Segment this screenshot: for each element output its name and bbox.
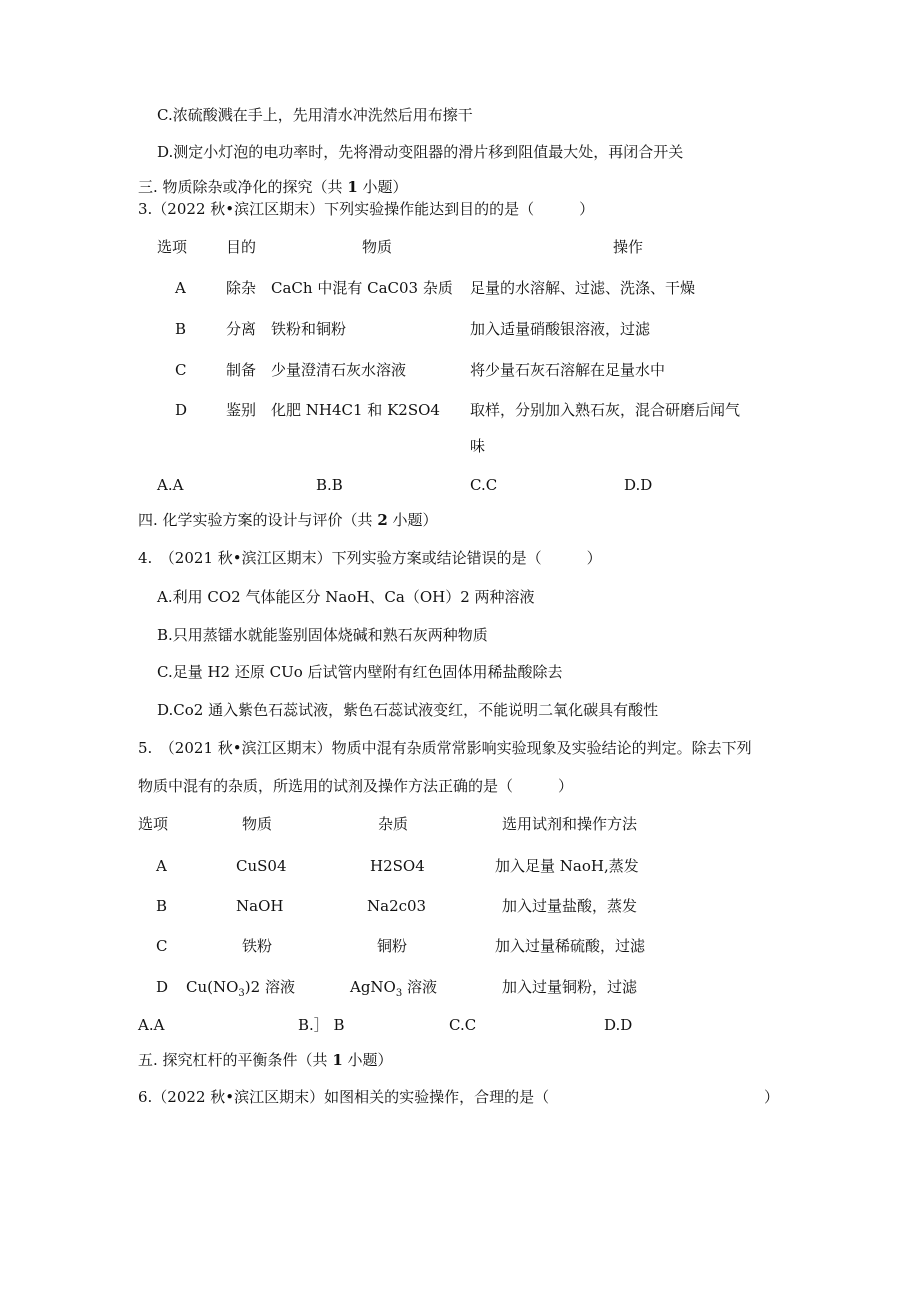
q3-choice-a: A.A (157, 476, 184, 494)
q5-row-d-substance: $Cu(NO_3)2$ 溶液 (186, 978, 295, 999)
q5-header-substance: 物质 (242, 815, 273, 833)
q3-row-c-substance: 少量澄清石灰水溶液 (271, 361, 407, 379)
q3-row-c-operation: 将少量石灰石溶解在足量水中 (470, 361, 666, 379)
q5-row-d-impurity: AgNO$_3$ 溶液 (350, 978, 438, 999)
prev-option-c: C.浓硫酸溅在手上，先用清水冲洗然后用布擦干 (157, 106, 473, 124)
q3-row-d-substance: 化肥 NH4C1 和 K2SO4 (271, 401, 440, 419)
q5-row-b-method: 加入过量盐酸，蒸发 (502, 897, 638, 915)
q3-choice-c: C.C (470, 476, 498, 494)
question-4-stem: 4. （2021 秋•滨江区期末）下列实验方案或结论错误的是（ ） (138, 549, 602, 567)
question-6-stem: 6.（2022 秋•滨江区期末）如图相关的实验操作，合理的是（ (138, 1088, 550, 1106)
q3-header-substance: 物质 (362, 238, 393, 256)
q5-choice-a: A.A (138, 1016, 165, 1034)
q3-row-d-operation-cont: 味 (470, 437, 486, 455)
q5-row-a-method: 加入足量 NaoH,蒸发 (495, 857, 639, 875)
q4-option-c: C.足量 H2 还原 CUo 后试管内壁附有红色固体用稀盐酸除去 (157, 663, 563, 681)
q5-row-b-substance: NaOH (236, 897, 284, 915)
q3-row-b-substance: 铁粉和铜粉 (271, 320, 347, 338)
q3-row-a-purpose: 除杂 (226, 279, 257, 297)
q3-row-b-purpose: 分离 (226, 320, 257, 338)
q3-row-c-label: C (175, 361, 187, 379)
question-5-stem-line1: 5. （2021 秋•滨江区期末）物质中混有杂质常常影响实验现象及实验结论的判定。除去下列 (138, 739, 752, 757)
question-6-close-paren: ） (764, 1088, 780, 1106)
q3-row-b-operation: 加入适量硝酸银溶液，过滤 (470, 320, 651, 338)
q3-header-operation: 操作 (613, 238, 644, 256)
q5-row-c-impurity: 铜粉 (377, 937, 408, 955)
q5-row-c-label: C (156, 937, 168, 955)
q5-header-method: 选用试剂和操作方法 (502, 815, 638, 833)
q3-row-a-operation: 足量的水溶解、过滤、洗涤、干燥 (470, 279, 696, 297)
question-3-stem: 3.（2022 秋•滨江区期末）下列实验操作能达到目的的是（ ） (138, 200, 595, 218)
q4-option-a: A.利用 CO2 气体能区分 NaoH、Ca（OH）2 两种溶液 (157, 588, 535, 606)
q5-row-d-label: D (156, 978, 169, 996)
q5-header-option: 选项 (138, 815, 169, 833)
q5-row-a-label: A (156, 857, 167, 875)
q5-header-impurity: 杂质 (378, 815, 409, 833)
q5-choice-c: C.C (449, 1016, 477, 1034)
q4-option-d: D.Co2 通入紫色石蕊试液，紫色石蕊试液变红，不能说明二氧化碳具有酸性 (157, 701, 659, 719)
q5-row-d-method: 加入过量铜粉，过滤 (502, 978, 638, 996)
q3-row-a-substance: CaCh 中混有 CaC03 杂质 (271, 279, 453, 297)
prev-option-d: D.测定小灯泡的电功率时，先将滑动变阻器的滑片移到阻值最大处，再闭合开关 (157, 143, 684, 161)
q3-row-a-label: A (175, 279, 186, 297)
section-heading-4: 四. 化学实验方案的设计与评价（共 2 小题） (138, 511, 438, 529)
q3-choice-b: B.B (316, 476, 343, 494)
q5-row-a-impurity: H2SO4 (370, 857, 425, 875)
q3-row-d-purpose: 鉴别 (226, 401, 257, 419)
q3-header-option: 选项 (157, 238, 188, 256)
q5-row-c-method: 加入过量稀硫酸，过滤 (495, 937, 646, 955)
q3-header-purpose: 目的 (226, 238, 257, 256)
q5-choice-d: D.D (604, 1016, 633, 1034)
q3-choice-d: D.D (624, 476, 653, 494)
q5-choice-b: B.］ B (298, 1016, 345, 1034)
q5-row-b-label: B (156, 897, 168, 915)
q3-row-d-operation: 取样，分别加入熟石灰，混合研磨后闻气 (470, 401, 741, 419)
q5-row-b-impurity: Na2c03 (367, 897, 427, 915)
q5-row-c-substance: 铁粉 (242, 937, 273, 955)
q3-row-b-label: B (175, 320, 187, 338)
q3-row-d-label: D (175, 401, 188, 419)
q5-row-a-substance: CuS04 (236, 857, 287, 875)
q3-row-c-purpose: 制备 (226, 361, 257, 379)
section-heading-5: 五. 探究杠杆的平衡条件（共 1 小题） (138, 1051, 393, 1069)
q4-option-b: B.只用蒸镭水就能鉴别固体烧碱和熟石灰两种物质 (157, 626, 488, 644)
section-heading-3: 三. 物质除杂或净化的探究（共 1 小题） (138, 178, 408, 196)
question-5-stem-line2: 物质中混有的杂质，所选用的试剂及操作方法正确的是（ ） (138, 777, 574, 795)
